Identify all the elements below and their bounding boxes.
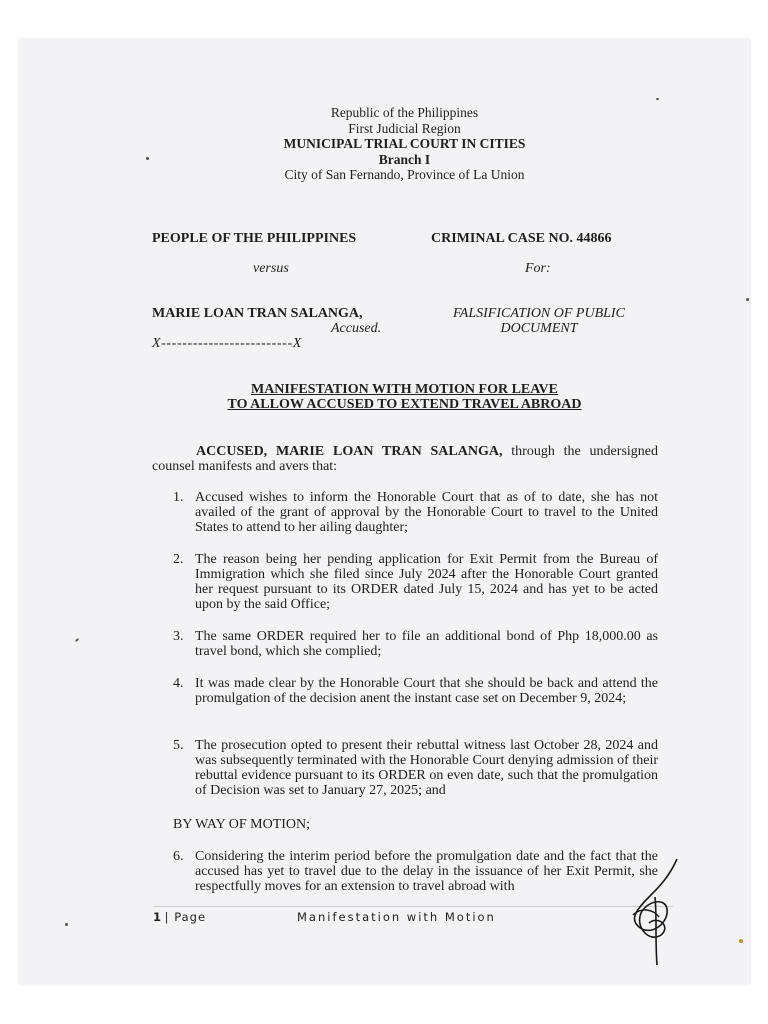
offense-line2: DOCUMENT (500, 321, 578, 336)
offense-line1: FALSIFICATION OF PUBLIC (453, 306, 625, 321)
scan-speck (739, 939, 743, 943)
item-text: Considering the interim period before the promulgation date and the fact that the accused has yet to travel due to the delay in the issuance of her Exit Permit, she respectfully moves for an extension to travel abroad with (195, 849, 658, 894)
document-title (19, 382, 750, 412)
versus-label: versus (253, 261, 289, 276)
list-item (173, 676, 658, 706)
item-text: The reason being her pending application for Exit Permit from the Bureau of Immigration which she filed since July 2024 after the Honorable Court granted her request pursuant to its ORDER dated July 15, 2024 and has yet to be acted upon by the said Office; (195, 552, 658, 612)
offense (419, 306, 659, 336)
case-number: CRIMINAL CASE NO. 44866 (431, 231, 612, 246)
item-text: The prosecution opted to present their rebuttal witness last October 28, 2024 and was subsequently terminated with the Honorable Court denying admission of their rebuttal evidence pursuant to its ORDER on even date, such that the promulgation of Decision was set to January 27, 2025; and (195, 738, 658, 798)
page-label: | Page (164, 910, 207, 924)
item-text: The same ORDER required her to file an additional bond of Php 18,000.00 as travel bond, which she complied; (195, 629, 658, 659)
list-item (173, 552, 658, 612)
intro-paragraph (152, 444, 658, 474)
page-number: 1 (153, 910, 162, 924)
plaintiff-name: PEOPLE OF THE PHILIPPINES (152, 231, 357, 246)
for-label: For: (525, 261, 551, 276)
caption-x-line: X-------------------------X (152, 336, 302, 351)
item-text: Accused wishes to inform the Honorable Court that as of to date, she has not availed of the grant of approval by the Honorable Court to travel to the United States to attend to her ailing daughter; (195, 490, 658, 535)
scan-speck (65, 923, 68, 926)
header-court: MUNICIPAL TRIAL COURT IN CITIES (283, 136, 526, 151)
accused-name: MARIE LOAN TRAN SALANGA, (152, 306, 363, 321)
item-number: 1. (173, 490, 184, 505)
header-republic: Republic of the Philippines (330, 105, 479, 120)
title-line1: MANIFESTATION WITH MOTION FOR LEAVE (250, 382, 558, 397)
list-item (173, 738, 658, 798)
document-page (19, 39, 750, 984)
intro-accused: ACCUSED, MARIE LOAN TRAN SALANGA, (196, 444, 503, 459)
motion-heading: BY WAY OF MOTION; (173, 817, 311, 832)
signature-scribble (619, 857, 699, 977)
item-text: It was made clear by the Honorable Court that she should be back and attend the promulgation of the decision anent the instant case set on December 9, 2024; (195, 676, 658, 706)
item-number: 3. (173, 629, 184, 644)
scan-speck (656, 98, 659, 100)
accused-label: Accused. (331, 321, 382, 336)
list-item (173, 490, 658, 535)
scan-speck (146, 157, 149, 160)
header-region: First Judicial Region (348, 120, 461, 136)
item-number: 2. (173, 552, 184, 567)
footer-divider (153, 906, 673, 907)
scan-speck (75, 638, 79, 642)
item-number: 5. (173, 738, 184, 753)
intro-text: through the undersigned counsel manifests and avers that: (152, 444, 658, 474)
footer-page (153, 910, 206, 924)
court-header (19, 105, 750, 183)
item-number: 4. (173, 676, 184, 691)
footer-doc-title: Manifestation with Motion (297, 910, 496, 924)
header-branch: Branch I (378, 151, 431, 167)
list-item (173, 849, 658, 894)
list-item (173, 629, 658, 659)
scan-speck (746, 298, 749, 301)
title-line2: TO ALLOW ACCUSED TO EXTEND TRAVEL ABROAD (227, 397, 582, 412)
item-number: 6. (173, 849, 184, 864)
header-city: City of San Fernando, Province of La Union (284, 167, 525, 182)
